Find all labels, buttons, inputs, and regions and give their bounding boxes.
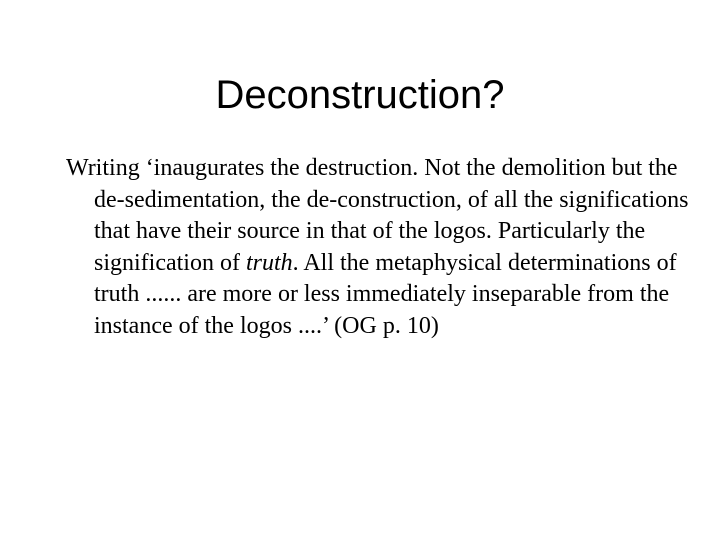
quotation-paragraph bbox=[66, 153, 694, 342]
slide-title: Deconstruction? bbox=[215, 73, 505, 117]
quotation-text-end: . All the metaphysical determinations of truth ...... are more or less immediately inseparable from the instance of the logos ....’ (OG p. 10) bbox=[94, 249, 677, 339]
quotation-text-start: Writing ‘inaugurates the destruction. Not the demolition but the de-sedimentation, the de-construction, of all the significations that have their source in that of the logos. Particularly the signification of bbox=[66, 155, 689, 276]
emphasized-word-truth: truth bbox=[245, 249, 293, 276]
